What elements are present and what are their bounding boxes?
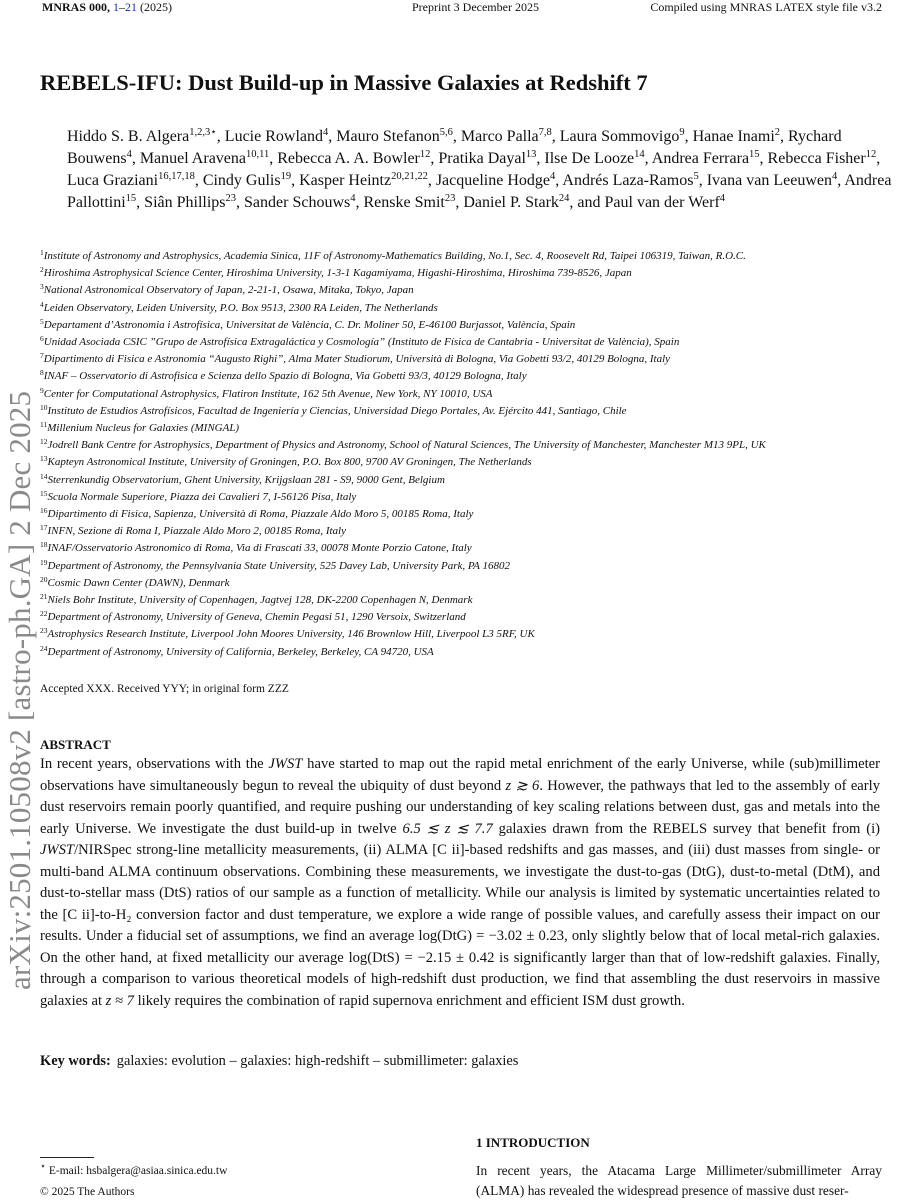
affiliation-number: 2 (40, 265, 44, 275)
journal-year: (2025) (140, 0, 172, 14)
author-list: Hiddo S. B. Algera$^{1,2,3⋆}$, Lucie Rowland$^4$, Mauro Stefanon$^{5,6}$, Marco Palla$^{7,8}$, Laura Sommovigo$^9$, Hanae Inami$^2$, Rychard Bouwens$^4$, Manuel Aravena$^{10,11}$, Rebecca A. A. Bowler$^{12}$, Pratika Dayal$^{13}$, Ilse De Looze$^{14}$, Andrea Ferrara$^{15}$, Rebecca Fisher$^{12}$, Luca Graziani$^{16,17,18}$, Cindy Gulis$^{19}$, Kasper Heintz$^{20,21,22}$, Jacqueline Hodge$^4$, Andrés Laza-Ramos$^5$, Ivana van Leeuwen$^4$, Andrea Pallottini$^{15}$, Siân Phillips$^{23}$, Sander Schouws$^4$, Renske Smit$^{23}$, Daniel P. Stark$^{24}$, and Paul van der Werf$^4$ (67, 127, 892, 211)
affiliation-item (40, 282, 916, 299)
author-name: Luca Graziani (67, 172, 159, 189)
affiliation-text: Unidad Asociada CSIC ”Grupo de Astrofísica Extragaláctica y Cosmología” (Instituto de Física de Cantabria - Universitat de València), Spain (43, 336, 680, 349)
author (299, 172, 428, 189)
affiliation-number: 3 (40, 282, 44, 292)
author (436, 172, 555, 189)
author (605, 194, 726, 211)
affiliation-number: 20 (40, 574, 48, 584)
journal-volume: 000 (89, 0, 107, 14)
affiliation-text: Leiden Observatory, Leiden University, P.O. Box 9513, 2300 RA Leiden, The Netherlands (43, 301, 438, 314)
author-affiliation-marker: 2 (774, 127, 781, 138)
compiled-note: Compiled using MNRAS LATEX style file v3.2 (650, 0, 882, 14)
author (336, 128, 453, 145)
abstract-text: In recent years, observations with the JWST have started to map out the rapid metal enrichment of the early Universe, while (sub)millimeter observations have simultaneously begun to reveal the ubiquity of dust beyond z ≳ 6. However, the pathways that led to the assembly of early dust reservoirs remain poorly quantified, and require pushing our understanding of key scaling relations between dust, gas and metals into the early Universe. We investigate the dust build-up in twelve 6.5 ≲ z ≲ 7.7 galaxies drawn from the REBELS survey that benefit from (i) JWST/NIRSpec strong-line metallicity measurements, (ii) ALMA [C ii]-based redshifts and gas masses, and (iii) dust masses from single- or multi-band ALMA continuum observations. Combining these measurements, we investigate the dust-to-gas (DtG), dust-to-metal (DtM), and dust-to-stellar mass (DtS) ratios of our sample as a function of metallicity. While our analysis is limited by systematic uncertainties related to the [C ii]-to-H₂ conversion factor and dust temperature, we explore a wide range of possible values, and carefully assess their impact on our results. Under a fiducial set of assumptions, we find an average log(DtG) = −3.02 ± 0.23, only slightly below that of local metal-rich galaxies. On the other hand, at fixed metallicity our average log(DtS) = −2.15 ± 0.42 is significantly larger than that of low-redshift galaxies. Finally, through a comparison to various theoretical models of high-redshift dust production, we find that assembling the dust reservoirs in massive galaxies at z ≈ 7 likely requires the combination of rapid supernova enrichment and efficient ISM dust growth. (40, 756, 881, 1009)
affiliation-item (40, 626, 916, 643)
author-name: Rebecca A. A. Bowler (277, 150, 420, 167)
affiliation-text: Center for Computational Astrophysics, Flatiron Institute, 162 5th Avenue, New York, NY 10010, USA (43, 387, 493, 400)
author (463, 194, 569, 211)
introduction-text: In recent years, the Atacama Large Millimeter/submillimeter Array (ALMA) has revealed the widespread presence of massive dust reser- (476, 1163, 882, 1198)
author-affiliation-marker: 14 (634, 149, 645, 160)
page-start-link[interactable]: 1 (113, 0, 119, 14)
affiliation-item (40, 558, 916, 575)
author-affiliation-marker: 4 (126, 149, 132, 160)
affiliation-number: 1 (40, 248, 44, 257)
author-affiliation-marker: 4 (831, 171, 838, 182)
author (438, 150, 536, 167)
footnote-email: ⋆ E-mail: hsbalgera@asiaa.sinica.edu.tw (40, 1161, 228, 1177)
affiliation-item (40, 489, 916, 506)
keywords-label: Key words: (40, 1053, 111, 1069)
author-name: Sander Schouws (244, 194, 351, 211)
accepted-line: Accepted XXX. Received YYY; in original form ZZZ (40, 683, 289, 695)
author-name: Hiddo S. B. Algera (67, 128, 190, 145)
author-name: Andrea Pallottini (67, 172, 892, 211)
author-affiliation-marker: 23 (225, 193, 237, 204)
affiliation-item (40, 454, 916, 471)
keywords (40, 1053, 518, 1070)
affiliation-number: 16 (40, 506, 48, 516)
affiliation-item (40, 368, 916, 385)
affiliation-text: Kapteyn Astronomical Institute, University of Groningen, P.O. Box 800, 9700 AV Groningen, The Netherlands (47, 456, 532, 469)
author (461, 128, 552, 145)
affiliation-number: 10 (40, 402, 48, 412)
affiliation-number: 15 (40, 488, 48, 498)
affiliation-number: 23 (40, 626, 48, 636)
affiliation-number: 17 (40, 523, 48, 533)
author-affiliation-marker: 24 (558, 193, 570, 204)
affiliation-item (40, 644, 916, 661)
affiliation-item (40, 506, 916, 523)
author-name: Pratika Dayal (438, 150, 526, 167)
affiliation-number: 21 (40, 592, 48, 602)
affiliation-item (40, 523, 916, 540)
footnote-star-icon: ⋆ (40, 1161, 46, 1172)
author-affiliation-marker: 10,11 (246, 149, 270, 160)
author-affiliation-marker: 20,21,22 (391, 171, 428, 182)
affiliation-item (40, 248, 916, 265)
abstract-heading: ABSTRACT (40, 737, 111, 752)
arxiv-identifier: arXiv:2501.10508v2 [astro-ph.GA] 2 Dec 2025 (2, 390, 37, 990)
affiliation-text: Niels Bohr Institute, University of Copenhagen, Jagtvej 128, DK-2200 Copenhagen N, Denmark (47, 594, 473, 607)
author-affiliation-marker: 15 (125, 193, 137, 204)
author-name: Hanae Inami (692, 128, 775, 145)
footnote-rule (40, 1157, 94, 1158)
affiliation-number: 18 (40, 540, 48, 550)
author (277, 150, 430, 167)
keywords-text: galaxies: evolution – galaxies: high-redshift – submillimeter: galaxies (116, 1053, 519, 1069)
author-name: Rebecca Fisher (767, 150, 866, 167)
author-affiliation-marker: 13 (525, 149, 537, 160)
affiliation-number: 12 (40, 437, 48, 447)
affiliation-number: 24 (40, 643, 48, 653)
author-name: Daniel P. Stark (463, 194, 559, 211)
affiliation-item (40, 334, 916, 351)
author (562, 172, 698, 189)
author-name: Kasper Heintz (299, 172, 392, 189)
author-affiliation-marker: 7,8 (538, 127, 552, 138)
affiliation-number: 7 (40, 351, 44, 361)
affiliation-text: Dipartimento di Fisica e Astronomia “Augusto Righi”, Alma Mater Studiorum, Università di Bologna, Via Gobetti 93/2, 40129 Bologna, Italy (43, 353, 671, 366)
affiliation-number: 19 (40, 557, 48, 567)
author (544, 150, 644, 167)
author (693, 128, 780, 145)
author-affiliation-marker: 9 (679, 127, 685, 138)
affiliation-number: 22 (40, 609, 48, 619)
author-name: Rychard Bouwens (67, 128, 842, 167)
affiliation-item (40, 540, 916, 557)
author (144, 194, 236, 211)
author (244, 194, 355, 211)
author (560, 128, 685, 145)
affiliation-text: INAF/Osservatorio Astronomico di Roma, Via di Frascati 33, 00078 Monte Porzio Catone, Italy (47, 542, 472, 555)
affiliation-text: Hiroshima Astrophysical Science Center, Hiroshima University, 1-3-1 Kagamiyama, Higashi-Hiroshima, Hiroshima 739-8526, Japan (43, 267, 632, 280)
affiliation-text: INFN, Sezione di Roma I, Piazzale Aldo Moro 2, 00185 Roma, Italy (47, 525, 346, 538)
journal-name: MNRAS (42, 0, 86, 14)
author-affiliation-marker: 4 (550, 171, 556, 182)
author-name: Ilse De Looze (544, 150, 635, 167)
affiliation-number: 13 (40, 454, 48, 464)
author-affiliation-marker: 4 (719, 193, 726, 204)
affiliation-text: Department of Astronomy, the Pennsylvania State University, 525 Davey Lab, University Park, PA 16802 (47, 559, 510, 572)
author-affiliation-marker: 15 (749, 149, 760, 160)
author-name: Siân Phillips (144, 194, 226, 211)
author-name: Paul van der Werf (604, 194, 720, 211)
author (225, 128, 328, 145)
affiliation-text: INAF – Osservatorio di Astrofisica e Scienza dello Spazio di Bologna, Via Gobetti 93/3, 40129 Bologna, Italy (43, 370, 527, 383)
affiliation-item (40, 300, 916, 317)
author-affiliation-marker: 12 (419, 149, 431, 160)
author-name: Jacqueline Hodge (435, 172, 551, 189)
author-name: Andrea Ferrara (651, 150, 750, 167)
affiliation-text: Sterrenkundig Observatorium, Ghent University, Krijgslaan 281 - S9, 9000 Gent, Belgium (47, 473, 445, 486)
author-affiliation-marker: 16,17,18 (158, 171, 195, 182)
affiliation-text: Millenium Nucleus for Galaxies (MINGAL) (47, 422, 240, 435)
affiliation-text: Jodrell Bank Centre for Astrophysics, Department of Physics and Astronomy, School of Natural Sciences, The University of Manchester, Manchester M13 9PL, UK (47, 439, 766, 452)
author-name: Ivana van Leeuwen (706, 172, 832, 189)
affiliation-item (40, 592, 916, 609)
author-affiliation-marker: 5 (693, 171, 699, 182)
page-end-link[interactable]: 21 (125, 0, 137, 14)
author-affiliation-marker: 4 (323, 127, 329, 138)
author-name: Laura Sommovigo (559, 128, 680, 145)
author (364, 194, 456, 211)
preprint-date: Preprint 3 December 2025 (412, 0, 539, 14)
affiliation-item (40, 472, 916, 489)
affiliation-number: 11 (40, 420, 48, 430)
author-name: Renske Smit (363, 194, 445, 211)
affiliation-list (40, 248, 916, 661)
author (140, 150, 269, 167)
affiliation-text: Astrophysics Research Institute, Liverpool John Moores University, 146 Brownlow Hill, Liverpool L3 5RF, UK (47, 628, 535, 641)
affiliation-text: Dipartimento di Fisica, Sapienza, Università di Roma, Piazzale Aldo Moro 5, 00185 Roma, Italy (47, 508, 474, 521)
author (203, 172, 291, 189)
author (768, 150, 877, 167)
affiliation-text: Cosmic Dawn Center (DAWN), Denmark (47, 576, 230, 589)
author-name: Mauro Stefanon (336, 128, 440, 145)
affiliation-item (40, 575, 916, 592)
affiliation-item (40, 351, 916, 368)
affiliation-number: 6 (40, 334, 44, 344)
affiliation-item (40, 609, 916, 626)
author-name: Manuel Aravena (139, 150, 246, 167)
author (652, 150, 760, 167)
affiliation-item (40, 386, 916, 403)
author (707, 172, 838, 189)
affiliation-number: 8 (40, 368, 44, 378)
affiliation-text: Instituto de Estudios Astrofísicos, Facultad de Ingeniería y Ciencias, Universidad Diego Portales, Av. Ejército 441, Santiago, Chile (47, 404, 627, 417)
affiliation-number: 5 (40, 316, 44, 326)
author-affiliation-marker: 23 (444, 193, 456, 204)
author (67, 128, 217, 145)
author-name: Marco Palla (460, 128, 539, 145)
author-affiliation-marker: 19 (280, 171, 292, 182)
paper-title: REBELS-IFU: Dust Build-up in Massive Galaxies at Redshift 7 (40, 70, 648, 95)
section-heading-introduction: 1 INTRODUCTION (476, 1135, 590, 1150)
affiliation-item (40, 420, 916, 437)
author-name: Lucie Rowland (224, 128, 323, 145)
affiliation-text: National Astronomical Observatory of Japan, 2-21-1, Osawa, Mitaka, Tokyo, Japan (43, 284, 414, 297)
affiliation-number: 14 (40, 471, 48, 481)
affiliation-number: 9 (40, 385, 44, 395)
author-affiliation-marker: 5,6 (439, 127, 453, 138)
author-affiliation-marker: 1,2,3⋆ (189, 127, 217, 138)
affiliation-text: Institute of Astronomy and Astrophysics, Academia Sinica, 11F of Astronomy-Mathematics Building, No.1, Sec. 4, Roosevelt Rd, Taipei 106319, Taiwan, R.O.C. (43, 250, 746, 262)
author-name: Andrés Laza-Ramos (562, 172, 694, 189)
author-affiliation-marker: 4 (350, 193, 356, 204)
author (67, 172, 195, 189)
affiliation-text: Scuola Normale Superiore, Piazza dei Cavalieri 7, I-56126 Pisa, Italy (47, 490, 357, 503)
affiliation-item (40, 437, 916, 454)
author-name: Cindy Gulis (202, 172, 281, 189)
affiliation-item (40, 403, 916, 420)
affiliation-item (40, 317, 916, 334)
affiliation-text: Departament d’Astronomia i Astrofísica, Universitat de València, C. Dr. Moliner 50, E-46100 Burjassot, València, Spain (43, 318, 576, 331)
author-affiliation-marker: 12 (865, 149, 877, 160)
affiliation-text: Department of Astronomy, University of California, Berkeley, Berkeley, CA 94720, USA (47, 645, 434, 658)
affiliation-number: 4 (40, 299, 44, 309)
affiliation-text: Department of Astronomy, University of Geneva, Chemin Pegasi 51, 1290 Versoix, Switzerland (47, 611, 466, 624)
running-header-citation: MNRAS 000, 1–21 (2025) (42, 0, 172, 14)
copyright-line: © 2025 The Authors (40, 1186, 135, 1198)
affiliation-item (40, 265, 916, 282)
